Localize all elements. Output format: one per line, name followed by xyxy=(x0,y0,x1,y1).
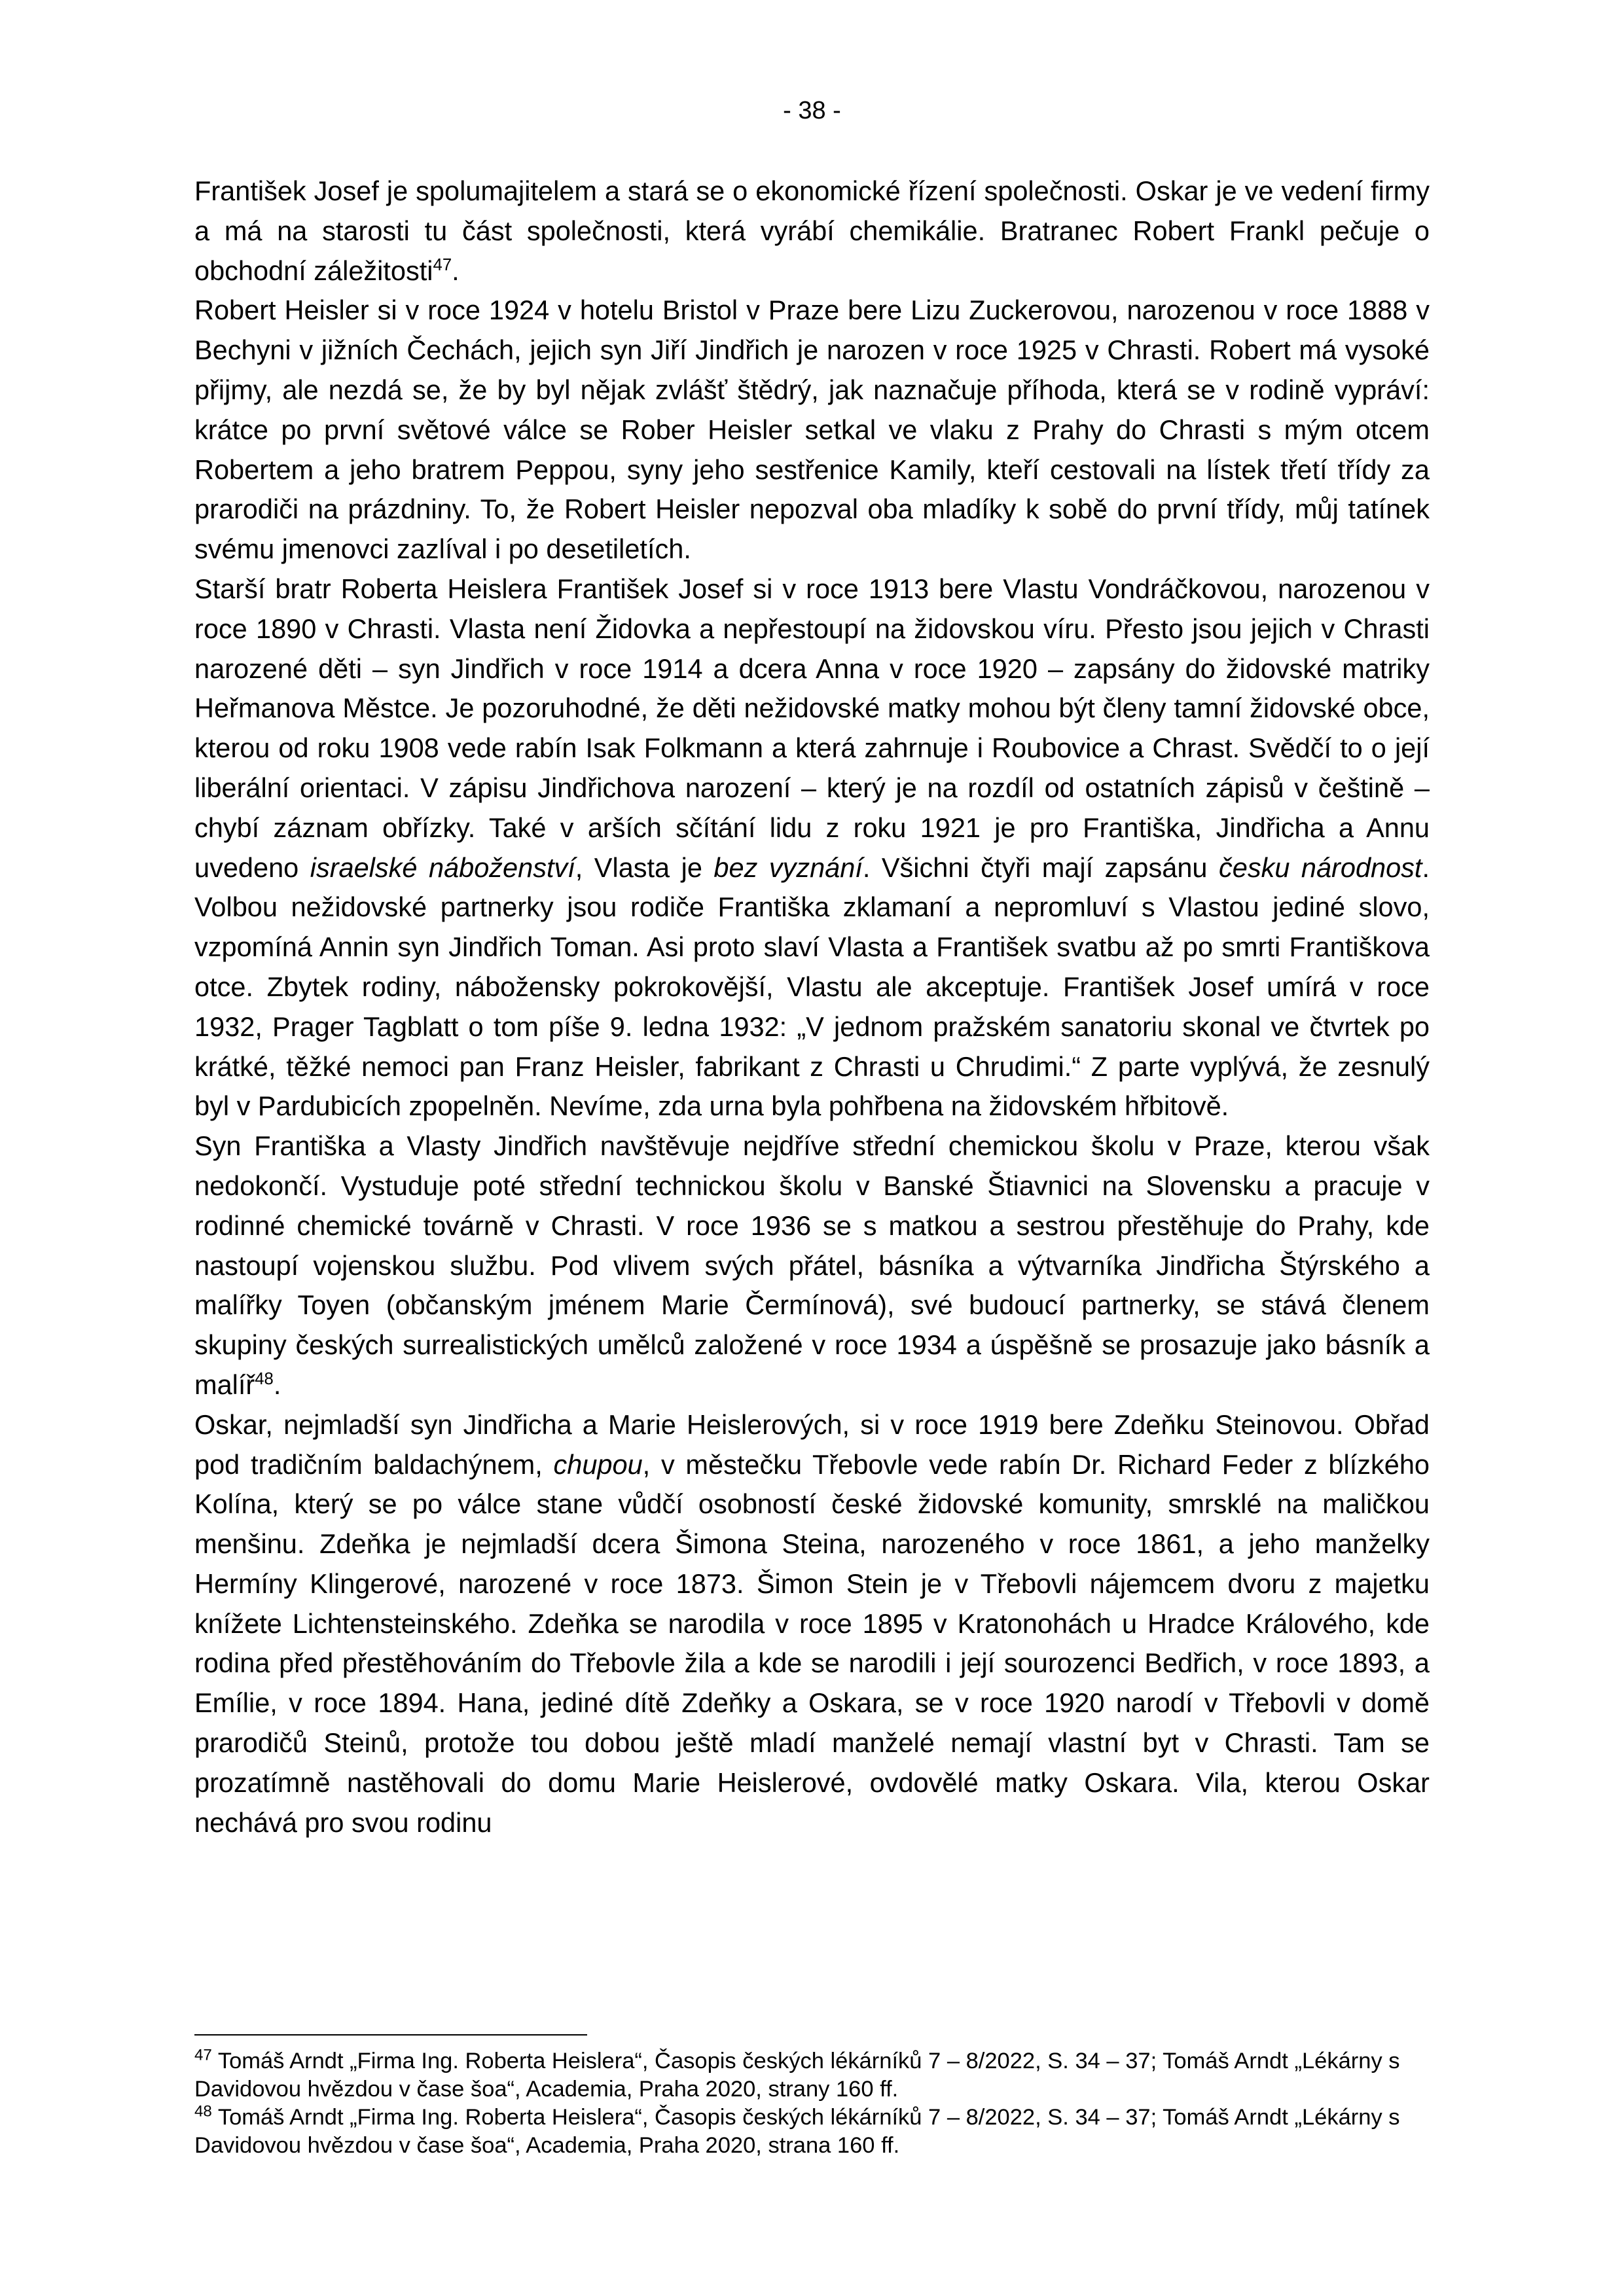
paragraph-2: Robert Heisler si v roce 1924 v hotelu Bristol v Praze bere Lizu Zuckerovou, narozenou v roce 1888 v Bechyni v jižních Čechách, jejich syn Jiří Jindřich je narozen v roce 1925 v Chrasti. Robert má vysoké přijmy, ale nezdá se, že by byl nějak zvlášť štědrý, jak naznačuje příhoda, která se v rodině vypráví: krátce po první světové válce se Rober Heisler setkal ve vlaku z Prahy do Chrasti s mým otcem Robertem a jeho bratrem Peppou, syny jeho sestřenice Kamily, kteří cestovali na lístek třetí třídy za prarodiči na prázdniny. To, že Robert Heisler nepozval oba mladíky k sobě do první třídy, můj tatínek svému jmenovci zazlíval i po desetiletích. xyxy=(194,295,1430,565)
italic-phrase: česku národnost xyxy=(1218,852,1422,883)
page-number: - 38 - xyxy=(783,97,841,124)
footnote-number: 48 xyxy=(194,2102,212,2121)
paragraph-3 xyxy=(194,569,1430,1126)
paragraph-text: . Všichni čtyři mají zapsánu xyxy=(862,852,1219,883)
paragraph-5 xyxy=(194,1405,1430,1843)
italic-phrase: chupou xyxy=(553,1448,643,1480)
footnote-number: 47 xyxy=(194,2046,212,2064)
italic-phrase: bez vyznání xyxy=(713,852,863,883)
paragraph-4 xyxy=(194,1126,1430,1405)
footnotes xyxy=(194,2047,1430,2160)
footnote-separator xyxy=(194,2034,587,2036)
footnote-text: Tomáš Arndt „Firma Ing. Roberta Heislera“, Časopis českých lékárníků 7 – 8/2022, S. 34 – 37; Tomáš Arndt „Lékárny s Davidovou hvězdou v čase šoa“, Academia, Praha 2020, strany 160 ff. xyxy=(194,2049,1400,2102)
paragraph-1 xyxy=(194,171,1430,291)
paragraph-text: Starší bratr Roberta Heislera František Josef si v roce 1913 bere Vlastu Vondráčkovou, narozenou v roce 1890 v Chrasti. Vlasta není Židovka a nepřestoupí na židovskou víru. Přesto jsou jejich v Chrasti narozené děti – syn Jindřich v roce 1914 a dcera Anna v roce 1920 – zapsány do židovské matriky Heřmanova Městce. Je pozoruhodné, že děti nežidovské matky mohou být členy tamní židovské obce, kterou od roku 1908 vede rabín Isak Folkmann a která zahrnuje i Roubovice a Chrast. Svědčí to o její liberální orientaci. V zápisu Jindřichova narození – který je na rozdíl od ostatních zápisů v češtině – chybí záznam obřízky. Také v arších sčítání lidu z roku 1921 je pro Františka, Jindřicha a Annu uvedeno xyxy=(194,573,1430,883)
paragraph-text: , Vlasta je xyxy=(575,852,714,883)
italic-phrase: israelské náboženství xyxy=(310,852,575,883)
body-text xyxy=(194,171,1430,1842)
footnote-text: Tomáš Arndt „Firma Ing. Roberta Heislera“, Časopis českých lékárníků 7 – 8/2022, S. 34 – 37; Tomáš Arndt „Lékárny s Davidovou hvězdou v čase šoa“, Academia, Praha 2020, strana 160 ff. xyxy=(194,2105,1400,2158)
footnote-48 xyxy=(194,2104,1430,2160)
footnote-ref-47: 47 xyxy=(433,255,452,274)
paragraph-text: . xyxy=(452,255,460,286)
paragraph-text: František Josef je spolumajitelem a stará se o ekonomické řízení společnosti. Oskar je ve vedení firmy a má na starosti tu část společnosti, která vyrábí chemikálie. Bratranec Robert Frankl pečuje o obchodní záležitosti xyxy=(194,175,1430,286)
paragraph-text: Oskar, nejmladší syn Jindřicha a Marie Heislerových, si v roce 1919 bere Zdeňku Steinovou. Obřad pod tradičním baldachýnem, xyxy=(194,1408,1430,1480)
paragraph-text: Syn Františka a Vlasty Jindřich navštěvuje nejdříve střední chemickou školu v Praze, kterou však nedokončí. Vystuduje poté střední technickou školu v Banské Štiavnici na Slovensku a pracuje v rodinné chemické továrně v Chrasti. V roce 1936 se s matkou a sestrou přestěhuje do Prahy, kde nastoupí vojenskou službu. Pod vlivem svých přátel, básníka a výtvarníka Jindřicha Štýrského a malířky Toyen (občanským jménem Marie Čermínová), své budoucí partnerky, se stává členem skupiny českých surrealistických umělců založené v roce 1934 a úspěšně se prosazuje jako básník a malíř xyxy=(194,1130,1430,1400)
paragraph-text: . xyxy=(273,1369,281,1400)
paragraph-text: , v městečku Třebovle vede rabín Dr. Richard Feder z blízkého Kolína, který se po válce stane vůdčí osobností české židovské komunity, smrsklé na maličkou menšinu. Zdeňka je nejmladší dcera Šimona Steina, narozeného v roce 1861, a jeho manželky Hermíny Klingerové, narozené v roce 1873. Šimon Stein je v Třebovli nájemcem dvoru z majetku knížete Lichtensteinského. Zdeňka se narodila v roce 1895 v Kratonohách u Hradce Králového, kde rodina před přestěhováním do Třebovle žila a kde se narodili i její sourozenci Bedřich, v roce 1893, a Emílie, v roce 1894. Hana, jediné dítě Zdeňky a Oskara, se v roce 1920 narodí v Třebovli v domě prarodičů Steinů, protože tou dobou ještě mladí manželé nemají vlastní byt v Chrasti. Tam se prozatímně nastěhovali do domu Marie Heislerové, ovdovělé matky Oskara. Vila, kterou Oskar nechává pro svou rodinu xyxy=(194,1448,1430,1838)
footnote-47 xyxy=(194,2047,1430,2104)
footnote-ref-48: 48 xyxy=(255,1370,274,1389)
paragraph-text: . Volbou nežidovské partnerky jsou rodiče Františka zklamaní a nepromluví s Vlastou jediné slovo, vzpomíná Annin syn Jindřich Toman. Asi proto slaví Vlasta a František svatbu až po smrti Františkova otce. Zbytek rodiny, nábožensky pokrokovější, Vlastu ale akceptuje. František Josef umírá v roce 1932, Prager Tagblatt o tom píše 9. ledna 1932: „V jednom pražském sanatoriu skonal ve čtvrtek po krátké, těžké nemoci pan Franz Heisler, fabrikant z Chrasti u Chrudimi.“ Z parte vyplývá, že zesnulý byl v Pardubicích zpopelněn. Nevíme, zda urna byla pohřbena na židovském hřbitově. xyxy=(194,852,1430,1122)
